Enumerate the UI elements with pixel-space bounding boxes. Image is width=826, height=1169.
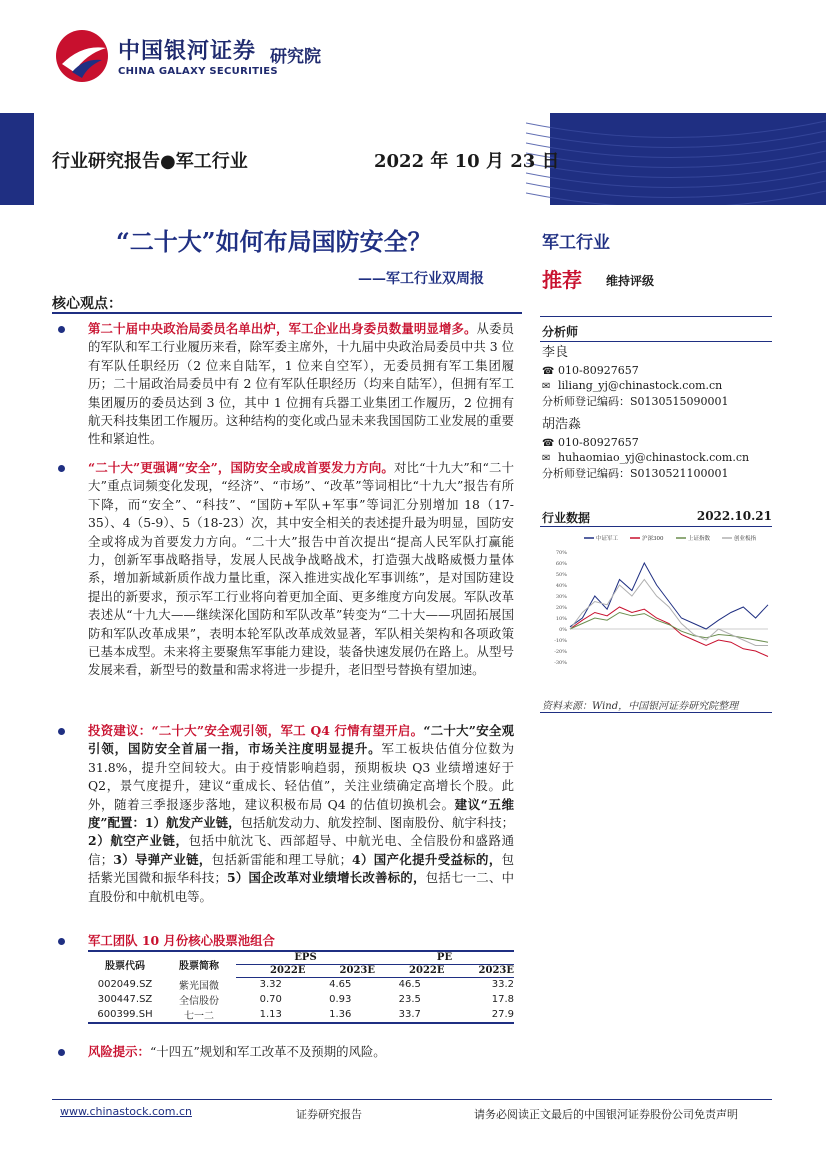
galaxy-logo-icon — [52, 26, 112, 86]
divider — [540, 316, 772, 317]
industry-line-chart — [540, 530, 772, 690]
brand-logo — [52, 26, 352, 90]
footer-label: 证券研究报告 — [296, 1108, 362, 1121]
phone-icon: ☎ — [542, 365, 555, 377]
logo-chinese: 中国银河证券 — [118, 39, 257, 64]
email-icon: ✉ — [542, 453, 551, 464]
bullet-1: 第二十届中央政治局委员名单出炉，军工企业出身委员数量明显增多。从委员的军队和军工行业履历来看，除军委主席外，十九届中央政治局委员中共 3 位有军队任职经历（2 位来自陆军，1 位来自空军），无委员拥有军工集团履历；二十届政治局委员中有 2 位有军队任职经历（均来自陆军），但拥有军工集团履历的委员达到 3 位，其中 1 位拥有兵器工业集团工作履历，2 位拥有航天科技集团工作履历。这种结构的变化或凸显未来我国国防工业发展的重要性和紧迫性。 — [52, 320, 514, 449]
analyst-heading: 分析师 — [542, 325, 579, 339]
col-year: 2022E — [236, 964, 306, 977]
legend-label: 中证军工 — [596, 536, 619, 542]
y-tick-label: 40% — [555, 583, 567, 589]
y-tick-label: 0% — [559, 627, 567, 633]
legend-label: 沪深300 — [642, 536, 664, 542]
legend-label: 创业板指 — [734, 536, 757, 542]
core-label: 核心观点： — [52, 296, 122, 312]
bullet-icon — [58, 728, 65, 735]
y-tick-label: -20% — [554, 649, 567, 655]
footer-disclaimer: 请务必阅读正文最后的中国银河证券股份公司免责声明 — [474, 1108, 738, 1121]
col-year: 2023E — [445, 964, 515, 977]
col-eps: EPS — [236, 951, 375, 964]
decorative-lines-icon — [526, 113, 826, 205]
footer-url-link[interactable]: www.chinastock.com.cn — [60, 1105, 192, 1118]
bullet-icon — [58, 465, 65, 472]
report-type: 行业研究报告●军工行业 — [52, 151, 248, 172]
divider — [540, 712, 772, 713]
divider — [540, 526, 772, 527]
report-date: 2022 年 10 月 23 日 — [374, 151, 560, 172]
email-icon: ✉ — [542, 381, 551, 392]
y-tick-label: 20% — [555, 605, 567, 611]
y-tick-label: 30% — [555, 594, 567, 600]
logo-institute: 研究院 — [270, 47, 321, 67]
logo-english: CHINA GALAXY SECURITIES — [118, 66, 278, 77]
chart-source: 资料来源：Wind，中国银河证券研究院整理 — [542, 701, 739, 712]
y-tick-label: -10% — [554, 638, 567, 644]
email-link[interactable]: liliang_yj@chinastock.com.cn — [558, 379, 723, 392]
col-pe: PE — [375, 951, 514, 964]
col-year: 2022E — [375, 964, 445, 977]
divider — [540, 341, 772, 342]
series-line — [570, 607, 768, 657]
stock-pool-table — [88, 950, 514, 1024]
legend-label: 上证指数 — [688, 536, 711, 542]
industry-data-heading: 行业数据 2022.10.21 — [542, 509, 772, 525]
page-subtitle: ——军工行业双周报 — [358, 271, 484, 287]
y-tick-label: 70% — [555, 550, 567, 556]
series-line — [570, 580, 768, 646]
rating-label: 推荐 — [542, 268, 582, 292]
y-tick-label: 60% — [555, 561, 567, 567]
y-tick-label: 50% — [555, 572, 567, 578]
bullet-4: 军工团队 10 月份核心股票池组合 — [52, 932, 514, 950]
bullet-3: 投资建议：“二十大”安全观引领，军工 Q4 行情有望开启。“二十大”安全观引领，国防安全首届一指，市场关注度明显提升。军工板块估值分位数为 31.8%，提升空间较大。由于疫情影响趋弱，预期板块 Q3 业绩增速好于 Q2，景气度提升，建议“重成长、轻估值”，关注业绩确定高增长个股。此外，随着三季报逐步落地，建议积极布局 Q4 的估值切换机会。建议“五维度”配置：1）航发产业链，包括航发动力、航发控制、图南股份、航宇科技；2）航空产业链，包括中航沈飞、西部超导、中航光电、全信股份和盛路通信；3）导弹产业链，包括新雷能和理工导航；4）国产化提升受益标的，包括紫光国微和振华科技；5）国企改革对业绩增长改善标的，包括七一二、中直股份和中航机电等。 — [52, 722, 514, 906]
divider — [52, 312, 522, 314]
col-name: 股票简称 — [162, 951, 236, 977]
table-row: 600399.SH 七一二 1.13 1.36 33.7 27.9 — [88, 1007, 514, 1023]
y-tick-label: 10% — [555, 616, 567, 622]
bullet-icon — [58, 326, 65, 333]
sector-label: 军工行业 — [542, 233, 610, 253]
y-tick-label: -30% — [554, 660, 567, 666]
bullet-2: “二十大”更强调“安全”，国防安全或成首要发力方向。对比“十九大”和“二十大”重点词频变化发现，“经济”、“市场”、“改革”等词相比“十九大”报告有所下降，而“安全”、“科技”、“国防+军队+军事”等词汇分别增加 18（17-35）、4（5-9）、5（18-23）次，其中安全相关的表述提升最为明显，国防安全或将成为首要发力方向。“二十大”报告中首次提出“提高人民军队打赢能力，创新军事战略指导，发展人民战争战略战术，打造强大战略威慑力量体系，增加新域新质作战力量比重，深入推进实战化军事训练”，是对国防建设提出的新要求，预示军工行业将向着更加全面、更多维度方向发展。军队改革表述从“十九大——继续深化国防和军队改革”转变为“二十大——巩固拓展国防和军队改革成果”，表明本轮军队改革成效显著，军队相关架构和各项政策已基本成型。未来将主要聚焦军事能力建设，装备快速发展仍在路上。从型号发展来看，新型号的数量和需求将进一步提升，老旧型号替换有望加速。 — [52, 459, 514, 680]
table-row: 300447.SZ 全信股份 0.70 0.93 23.5 17.8 — [97, 994, 514, 1007]
page-title: “二十大”如何布局国防安全？ — [116, 227, 432, 256]
analyst-1: 李良 ☎ 010-80927657 ✉ liliang_yj@chinastock.com.cn 分析师登记编码：S0130515090001 — [542, 345, 729, 408]
col-year: 2023E — [306, 964, 376, 977]
bullet-icon — [58, 938, 65, 945]
bullet-icon — [58, 1049, 65, 1056]
header-banner — [0, 113, 826, 205]
bullet-risk: 风险提示：“十四五”规划和军工改革不及预期的风险。 — [52, 1043, 514, 1061]
col-code: 股票代码 — [88, 951, 162, 977]
phone-icon: ☎ — [542, 437, 555, 449]
email-link[interactable]: huhaomiao_yj@chinastock.com.cn — [558, 451, 750, 464]
table-row: 002049.SZ 紫光国微 3.32 4.65 46.5 33.2 — [97, 979, 514, 992]
rating-maintain: 维持评级 — [606, 274, 655, 288]
analyst-2: 胡浩淼 ☎ 010-80927657 ✉ huhaomiao_yj@chinastock.com.cn 分析师登记编码：S0130521100001 — [542, 417, 750, 480]
footer-divider — [52, 1099, 772, 1100]
